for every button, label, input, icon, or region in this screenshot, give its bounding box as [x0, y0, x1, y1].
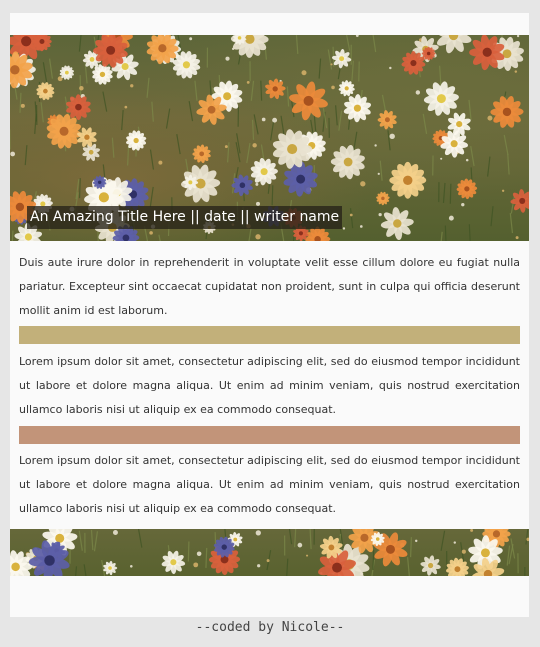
- flower-shape: [288, 81, 328, 121]
- wildflower-strip-image: [10, 529, 529, 576]
- flower-shape: [378, 110, 398, 130]
- flower-shape: [272, 129, 312, 170]
- flower-shape: [376, 191, 390, 205]
- post-card: [10, 13, 529, 617]
- divider-gold: [19, 326, 520, 344]
- flower-shape: [420, 555, 441, 576]
- footer-image-strip: [10, 529, 529, 576]
- flower-shape: [92, 64, 114, 86]
- flower-shape: [103, 561, 118, 576]
- flower-shape: [490, 95, 523, 129]
- flower-shape: [435, 35, 473, 54]
- post-title: An Amazing Title Here || date || writer name: [27, 206, 342, 229]
- flower-shape: [510, 189, 529, 213]
- flower-shape: [250, 157, 278, 185]
- flower-shape: [446, 557, 470, 576]
- paragraph-2: Lorem ipsum dolor sit amet, consectetur adipiscing elit, sed do eiusmod tempor incididunt ut labore et dolore magna aliqua. Ut enim ad minim veniam, quis nostrud exercitation ullamco laboris nisi ut aliquip ex ea commodo consequat.: [19, 355, 520, 416]
- flower-shape: [389, 162, 426, 199]
- flower-shape: [332, 49, 352, 69]
- flower-shape: [424, 81, 460, 117]
- flower-shape: [456, 178, 477, 199]
- flower-shape: [343, 94, 372, 122]
- flower-shape: [338, 80, 355, 97]
- credit-text: --coded by Nicole--: [195, 620, 345, 635]
- header-image: [10, 35, 529, 241]
- paragraph-3: Lorem ipsum dolor sit amet, consectetur adipiscing elit, sed do eiusmod tempor incididunt ut labore et dolore magna aliqua. Ut enim ad minim veniam, quis nostrud exercitation ullamco laboris nisi ut aliquip ex ea commodo consequat.: [19, 454, 520, 515]
- divider-rose: [19, 426, 520, 444]
- flower-shape: [380, 207, 414, 241]
- flower-shape: [36, 82, 55, 101]
- flower-shape: [331, 144, 366, 179]
- flower-shape: [161, 550, 186, 574]
- flower-shape: [192, 144, 211, 163]
- paragraph-1: Duis aute irure dolor in reprehenderit in voluptate velit esse cillum dolore eu fugiat nulla pariatur. Excepteur sint occaecat cupidatat non proident, sunt in culpa qui officia deserunt mollit anim id est laborum.: [19, 256, 520, 317]
- flower-shape: [183, 175, 199, 191]
- flower-shape: [264, 78, 285, 99]
